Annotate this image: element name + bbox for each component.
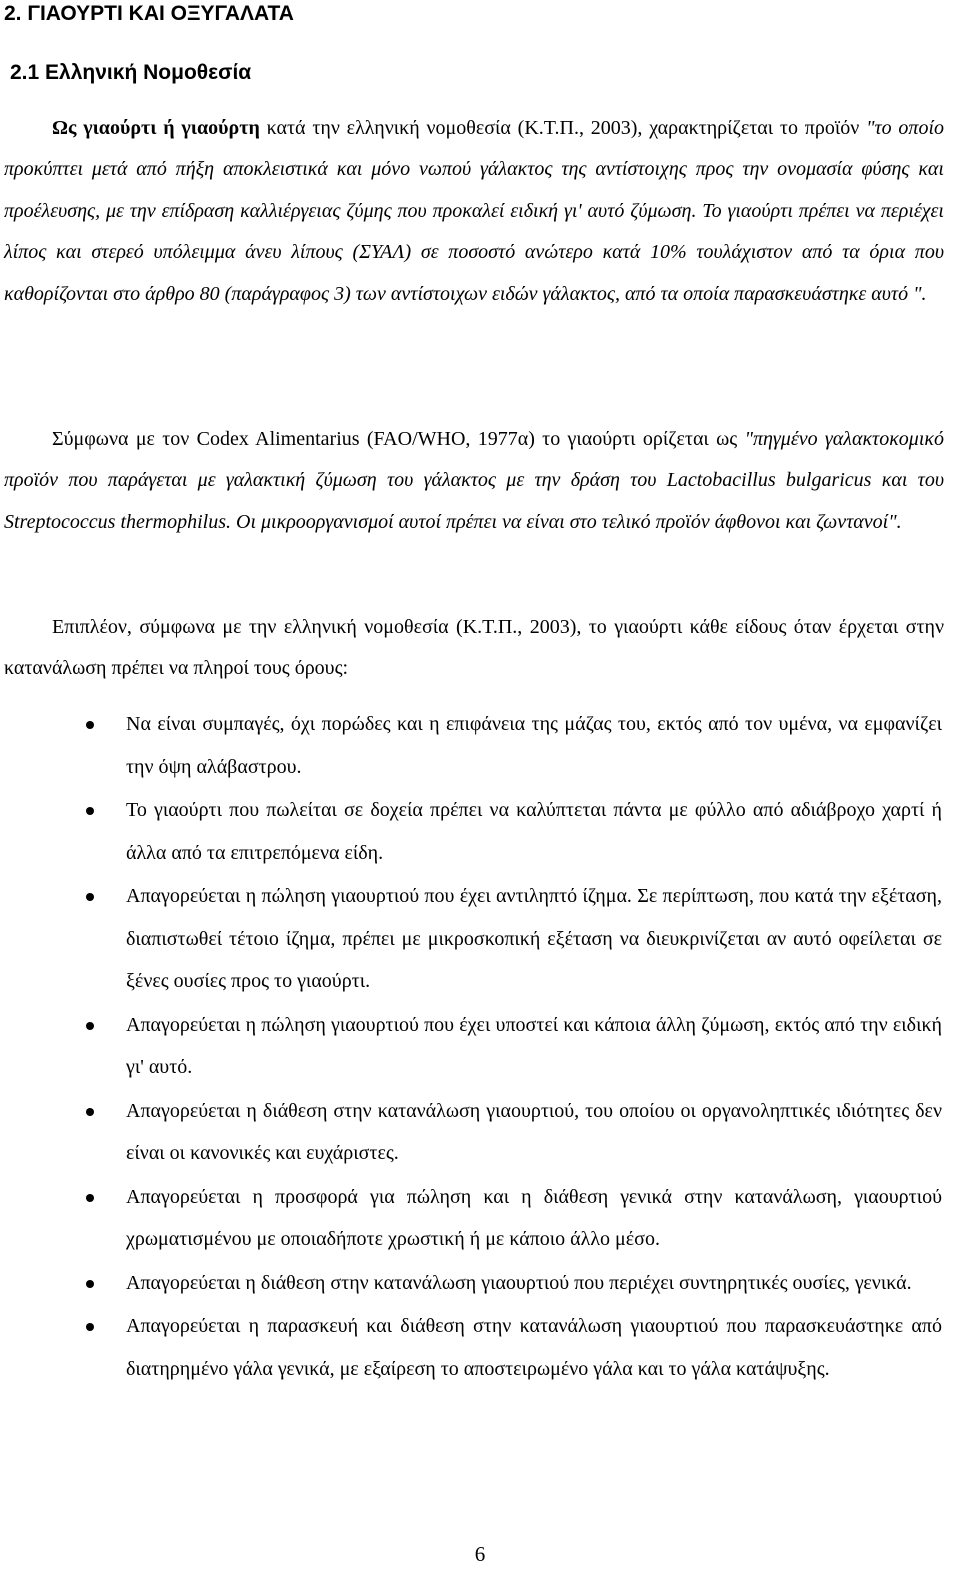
bold-term: Ως γιαούρτι ή γιαούρτη bbox=[52, 117, 260, 139]
list-item-text: Απαγορεύεται η πώληση γιαουρτιού που έχει υποστεί και κάποια άλλη ζύμωση, εκτός από την ειδική γι' αυτό. bbox=[126, 1013, 942, 1078]
list-item bbox=[126, 1004, 942, 1089]
subsection-heading: 2.1 Ελληνική Νομοθεσία bbox=[10, 61, 252, 84]
list-item-text: Απαγορεύεται η προσφορά για πώληση και η διάθεση γενικά στην κατανάλωση, γιαουρτιού χρωματισμένου με οποιαδήποτε χρωστική ή με κάποιο άλλο μέσο. bbox=[126, 1185, 942, 1250]
list-item-text: Απαγορεύεται η πώληση γιαουρτιού που έχει αντιληπτό ίζημα. Σε περίπτωση, που κατά την εξέταση, διαπιστωθεί τέτοιο ίζημα, πρέπει με μικροσκοπική εξέταση να διευκρινίζεται αν αυτό οφείλεται σε ξένες ουσίες προς το γιαούρτι. bbox=[126, 885, 942, 992]
conditions-list bbox=[0, 703, 960, 1390]
list-item bbox=[126, 1090, 942, 1175]
list-item bbox=[126, 1305, 942, 1390]
list-item-text: Το γιαούρτι που πωλείται σε δοχεία πρέπει να καλύπτεται πάντα με φύλλο από αδιάβροχο χαρτί ή άλλα από τα επιτρεπόμενα είδη. bbox=[126, 799, 942, 864]
list-item bbox=[126, 703, 942, 788]
list-item bbox=[126, 1176, 942, 1261]
page-number: 6 bbox=[474, 1542, 486, 1566]
paragraph-text: κατά την ελληνική νομοθεσία (Κ.Τ.Π., 2003), χαρακτηρίζεται το προϊόν bbox=[259, 117, 867, 139]
paragraph-definition-greek-law bbox=[4, 108, 944, 315]
section-heading: 2. ΓΙΑΟΥΡΤΙ ΚΑΙ ΟΞΥΓΑΛΑΤΑ bbox=[4, 2, 294, 25]
paragraph-codex-definition bbox=[4, 419, 944, 543]
list-item-text: Απαγορεύεται η παρασκευή και διάθεση στην κατανάλωση γιαουρτιού που παρασκευάστηκε από διατηρημένο γάλα γενικά, με εξαίρεση το αποστειρωμένο γάλα και το γάλα κατάψυξης. bbox=[126, 1315, 942, 1380]
list-item bbox=[126, 1262, 942, 1305]
quoted-definition: "πηγμένο γαλακτοκομικό προϊόν που παράγεται με γαλακτική ζύμωση του γάλακτος με την δράση του Lactobacillus bulgaricus και του Streptococcus thermophilus. Οι μικροοργανισμοί αυτοί πρέπει να είναι στο τελικό προϊόν άφθονοι και ζωντανοί". bbox=[4, 428, 945, 533]
list-item-text: Να είναι συμπαγές, όχι πορώδες και η επιφάνεια της μάζας του, εκτός από τον υμένα, να εμφανίζει την όψη αλάβαστρου. bbox=[126, 713, 942, 778]
list-item-text: Απαγορεύεται η διάθεση στην κατανάλωση γιαουρτιού που περιέχει συντηρητικές ουσίες, γενικά. bbox=[126, 1271, 912, 1294]
paragraph-conditions-intro bbox=[4, 607, 944, 690]
list-item bbox=[126, 789, 942, 874]
paragraph-text: Επιπλέον, σύμφωνα με την ελληνική νομοθεσία (Κ.Τ.Π., 2003), το γιαούρτι κάθε είδους όταν έρχεται στην κατανάλωση πρέπει να πληροί τους όρους: bbox=[4, 616, 944, 680]
paragraph-text: Σύμφωνα με τον Codex Alimentarius (FAO/WHO, 1977α) το γιαούρτι ορίζεται ως bbox=[52, 428, 745, 450]
list-item bbox=[126, 875, 942, 1003]
quoted-definition: "το οποίο προκύπτει μετά από πήξη αποκλειστικά και μόνο νωπού γάλακτος της αντίστοιχης προς την ονομασία φύσης και προέλευσης, με την επίδραση καλλιέργειας ζύμης που προκαλεί ειδική γι' αυτό ζύμωση. Το γιαούρτι πρέπει να περιέχει λίπος και στερεό υπόλειμμα άνευ λίπους (ΣΥΑΛ) σε ποσοστό ανώτερο κατά 10% τουλάχιστον από τα όρια που καθορίζονται στο άρθρο 80 (παράγραφος 3) των αντίστοιχων ειδών γάλακτος, από τα οποία παρασκευάστηκε αυτό ". bbox=[4, 117, 944, 305]
list-item-text: Απαγορεύεται η διάθεση στην κατανάλωση γιαουρτιού, του οποίου οι οργανοληπτικές ιδιότητες δεν είναι οι κανονικές και ευχάριστες. bbox=[126, 1099, 942, 1164]
